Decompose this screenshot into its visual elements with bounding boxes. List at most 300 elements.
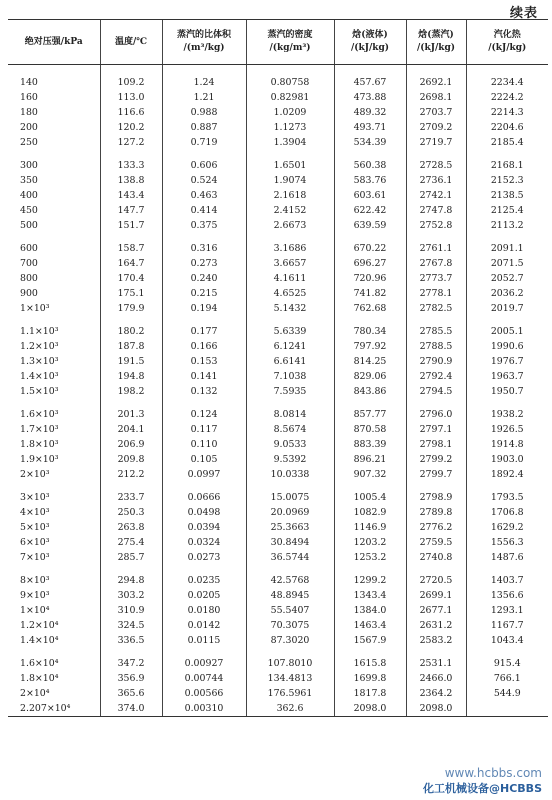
cell-enthalpy-liquid: 907.32	[334, 467, 406, 482]
cell-temperature: 187.8	[100, 339, 162, 354]
cell-enthalpy-liquid: 883.39	[334, 437, 406, 452]
cell-temperature: 175.1	[100, 286, 162, 301]
cell-latent-heat: 1903.0	[466, 452, 548, 467]
header-line: 绝对压强/kPa	[24, 36, 83, 47]
cell-pressure: 250	[20, 137, 38, 148]
cell-specific-volume: 0.0205	[162, 588, 246, 603]
cell-pressure: 1×10³	[20, 303, 50, 314]
cell-temperature: 303.2	[100, 588, 162, 603]
cell-density: 362.6	[246, 701, 334, 717]
cell-specific-volume: 0.414	[162, 203, 246, 218]
cell-enthalpy-vapor: 2789.8	[406, 505, 466, 520]
table-row	[8, 588, 548, 603]
cell-temperature: 204.1	[100, 422, 162, 437]
cell-enthalpy-liquid: 1343.4	[334, 588, 406, 603]
cell-enthalpy-vapor: 2792.4	[406, 369, 466, 384]
cell-specific-volume: 0.00310	[162, 701, 246, 717]
table-row	[8, 550, 548, 565]
cell-enthalpy-liquid: 741.82	[334, 286, 406, 301]
cell-enthalpy-liquid: 1463.4	[334, 618, 406, 633]
cell-pressure: 6×10³	[20, 537, 50, 548]
cell-enthalpy-vapor: 2698.1	[406, 90, 466, 105]
cell-temperature: 233.7	[100, 482, 162, 505]
cell-specific-volume: 0.0180	[162, 603, 246, 618]
header-enthalpy-liquid	[334, 20, 406, 65]
cell-temperature: 212.2	[100, 467, 162, 482]
cell-temperature: 263.8	[100, 520, 162, 535]
header-line: 温度/℃	[114, 36, 148, 47]
header-temperature	[100, 20, 162, 65]
cell-enthalpy-vapor: 2759.5	[406, 535, 466, 550]
cell-density: 20.0969	[246, 505, 334, 520]
cell-latent-heat: 915.4	[466, 648, 548, 671]
cell-density: 5.1432	[246, 301, 334, 316]
cell-enthalpy-vapor: 2364.2	[406, 686, 466, 701]
cell-specific-volume: 0.240	[162, 271, 246, 286]
cell-density: 1.9074	[246, 173, 334, 188]
cell-pressure: 140	[20, 77, 38, 88]
cell-specific-volume: 0.194	[162, 301, 246, 316]
cell-latent-heat: 2071.5	[466, 256, 548, 271]
cell-density: 55.5407	[246, 603, 334, 618]
cell-enthalpy-liquid: 1615.8	[334, 648, 406, 671]
cell-pressure: 1.6×10³	[20, 409, 59, 420]
cell-pressure: 200	[20, 122, 38, 133]
cell-density: 1.3904	[246, 135, 334, 150]
cell-temperature: 133.3	[100, 150, 162, 173]
cell-pressure: 1.6×10⁴	[20, 658, 59, 669]
cell-temperature: 109.2	[100, 65, 162, 91]
cell-enthalpy-vapor: 2098.0	[406, 701, 466, 717]
cell-enthalpy-vapor: 2798.1	[406, 437, 466, 452]
cell-specific-volume: 0.0324	[162, 535, 246, 550]
cell-temperature: 285.7	[100, 550, 162, 565]
cell-latent-heat: 1938.2	[466, 399, 548, 422]
table-row	[8, 188, 548, 203]
cell-enthalpy-liquid: 622.42	[334, 203, 406, 218]
cell-pressure: 400	[20, 190, 38, 201]
table-row	[8, 105, 548, 120]
cell-enthalpy-liquid: 670.22	[334, 233, 406, 256]
cell-latent-heat: 2234.4	[466, 65, 548, 91]
table-row	[8, 203, 548, 218]
cell-enthalpy-vapor: 2703.7	[406, 105, 466, 120]
watermark	[423, 766, 542, 796]
cell-density: 1.6501	[246, 150, 334, 173]
cell-enthalpy-vapor: 2796.0	[406, 399, 466, 422]
cell-density: 9.5392	[246, 452, 334, 467]
cell-density: 36.5744	[246, 550, 334, 565]
table-row	[8, 633, 548, 648]
cell-latent-heat: 1990.6	[466, 339, 548, 354]
cell-enthalpy-liquid: 457.67	[334, 65, 406, 91]
cell-density: 25.3663	[246, 520, 334, 535]
cell-density: 0.82981	[246, 90, 334, 105]
cell-specific-volume: 0.0666	[162, 482, 246, 505]
cell-enthalpy-liquid: 493.71	[334, 120, 406, 135]
cell-specific-volume: 0.177	[162, 316, 246, 339]
cell-enthalpy-liquid: 639.59	[334, 218, 406, 233]
table-row	[8, 422, 548, 437]
cell-pressure: 1.4×10³	[20, 371, 59, 382]
cell-enthalpy-liquid: 1817.8	[334, 686, 406, 701]
cell-temperature: 275.4	[100, 535, 162, 550]
table-row	[8, 256, 548, 271]
cell-enthalpy-liquid: 896.21	[334, 452, 406, 467]
table-row	[8, 384, 548, 399]
cell-pressure: 5×10³	[20, 522, 50, 533]
cell-density: 9.0533	[246, 437, 334, 452]
cell-density: 30.8494	[246, 535, 334, 550]
cell-enthalpy-vapor: 2767.8	[406, 256, 466, 271]
header-line: /(kJ/kg)	[488, 43, 527, 53]
cell-enthalpy-liquid: 583.76	[334, 173, 406, 188]
table-row	[8, 505, 548, 520]
cell-latent-heat: 2019.7	[466, 301, 548, 316]
cell-temperature: 120.2	[100, 120, 162, 135]
cell-specific-volume: 0.719	[162, 135, 246, 150]
table-row	[8, 618, 548, 633]
cell-latent-heat: 2125.4	[466, 203, 548, 218]
cell-specific-volume: 0.0498	[162, 505, 246, 520]
cell-latent-heat: 1706.8	[466, 505, 548, 520]
cell-specific-volume: 0.166	[162, 339, 246, 354]
cell-latent-heat: 2036.2	[466, 286, 548, 301]
cell-enthalpy-liquid: 780.34	[334, 316, 406, 339]
cell-latent-heat: 1793.5	[466, 482, 548, 505]
cell-density: 134.4813	[246, 671, 334, 686]
cell-specific-volume: 0.606	[162, 150, 246, 173]
cell-pressure: 1.1×10³	[20, 326, 59, 337]
cell-temperature: 164.7	[100, 256, 162, 271]
table-row	[8, 339, 548, 354]
table-row	[8, 520, 548, 535]
cell-pressure: 1.3×10³	[20, 356, 59, 367]
cell-pressure: 3×10³	[20, 492, 50, 503]
header-line: 蒸汽的比体积	[176, 30, 231, 40]
cell-specific-volume: 0.988	[162, 105, 246, 120]
table-row	[8, 218, 548, 233]
cell-density: 8.5674	[246, 422, 334, 437]
header-line: /(kJ/kg)	[416, 43, 456, 53]
cell-enthalpy-vapor: 2728.5	[406, 150, 466, 173]
table-row	[8, 316, 548, 339]
cell-enthalpy-vapor: 2788.5	[406, 339, 466, 354]
cell-density: 2.1618	[246, 188, 334, 203]
cell-latent-heat: 766.1	[466, 671, 548, 686]
cell-specific-volume: 0.316	[162, 233, 246, 256]
cell-enthalpy-liquid: 829.06	[334, 369, 406, 384]
cell-enthalpy-vapor: 2740.8	[406, 550, 466, 565]
cell-enthalpy-vapor: 2692.1	[406, 65, 466, 91]
cell-specific-volume: 0.00744	[162, 671, 246, 686]
cell-enthalpy-vapor: 2782.5	[406, 301, 466, 316]
cell-temperature: 356.9	[100, 671, 162, 686]
cell-density: 7.5935	[246, 384, 334, 399]
cell-latent-heat: 1976.7	[466, 354, 548, 369]
cell-enthalpy-vapor: 2799.7	[406, 467, 466, 482]
cell-specific-volume: 0.00566	[162, 686, 246, 701]
cell-temperature: 201.3	[100, 399, 162, 422]
cell-temperature: 116.6	[100, 105, 162, 120]
header-line: /(m³/kg)	[183, 43, 225, 53]
cell-pressure: 1.5×10³	[20, 386, 59, 397]
watermark-url: www.hcbbs.com	[444, 766, 542, 780]
cell-latent-heat: 2204.6	[466, 120, 548, 135]
header-line: 焓(蒸汽)	[418, 30, 454, 40]
cell-latent-heat: 1926.5	[466, 422, 548, 437]
cell-specific-volume: 0.0142	[162, 618, 246, 633]
cell-latent-heat: 1950.7	[466, 384, 548, 399]
table-row	[8, 90, 548, 105]
table-row	[8, 603, 548, 618]
cell-latent-heat: 1293.1	[466, 603, 548, 618]
table-row	[8, 482, 548, 505]
cell-pressure: 900	[20, 288, 38, 299]
cell-temperature: 151.7	[100, 218, 162, 233]
table-row	[8, 701, 548, 717]
cell-temperature: 170.4	[100, 271, 162, 286]
cell-temperature: 347.2	[100, 648, 162, 671]
page-label: 续表	[509, 6, 538, 21]
cell-temperature: 179.9	[100, 301, 162, 316]
cell-pressure: 180	[20, 107, 38, 118]
table-row	[8, 150, 548, 173]
cell-density: 107.8010	[246, 648, 334, 671]
header-pressure	[8, 20, 100, 65]
header-line: /(kJ/kg)	[350, 43, 390, 53]
cell-enthalpy-vapor: 2719.7	[406, 135, 466, 150]
cell-pressure: 450	[20, 205, 38, 216]
cell-temperature: 365.6	[100, 686, 162, 701]
cell-temperature: 194.8	[100, 369, 162, 384]
cell-latent-heat: 544.9	[466, 686, 548, 701]
cell-enthalpy-liquid: 1699.8	[334, 671, 406, 686]
table-row	[8, 565, 548, 588]
cell-density: 4.6525	[246, 286, 334, 301]
cell-pressure: 500	[20, 220, 38, 231]
cell-enthalpy-vapor: 2773.7	[406, 271, 466, 286]
header-line: 汽化热	[493, 30, 521, 40]
saturated-steam-table	[8, 19, 548, 717]
cell-latent-heat: 2224.2	[466, 90, 548, 105]
cell-latent-heat: 2091.1	[466, 233, 548, 256]
cell-specific-volume: 0.0273	[162, 550, 246, 565]
table-row	[8, 65, 548, 91]
cell-density: 70.3075	[246, 618, 334, 633]
cell-pressure: 1×10⁴	[20, 605, 50, 616]
cell-temperature: 138.8	[100, 173, 162, 188]
cell-density: 5.6339	[246, 316, 334, 339]
cell-specific-volume: 0.132	[162, 384, 246, 399]
cell-latent-heat	[466, 701, 548, 717]
cell-pressure: 1.8×10³	[20, 439, 59, 450]
cell-enthalpy-vapor: 2752.8	[406, 218, 466, 233]
cell-density: 48.8945	[246, 588, 334, 603]
cell-specific-volume: 0.524	[162, 173, 246, 188]
cell-specific-volume: 0.117	[162, 422, 246, 437]
cell-density: 4.1611	[246, 271, 334, 286]
cell-pressure: 800	[20, 273, 38, 284]
cell-pressure: 1.2×10⁴	[20, 620, 59, 631]
table-row	[8, 286, 548, 301]
cell-temperature: 127.2	[100, 135, 162, 150]
cell-latent-heat: 2052.7	[466, 271, 548, 286]
cell-enthalpy-liquid: 1203.2	[334, 535, 406, 550]
cell-enthalpy-liquid: 2098.0	[334, 701, 406, 717]
cell-enthalpy-vapor: 2747.8	[406, 203, 466, 218]
cell-temperature: 374.0	[100, 701, 162, 717]
cell-density: 15.0075	[246, 482, 334, 505]
cell-pressure: 9×10³	[20, 590, 50, 601]
cell-enthalpy-liquid: 560.38	[334, 150, 406, 173]
table-row	[8, 173, 548, 188]
cell-temperature: 180.2	[100, 316, 162, 339]
cell-enthalpy-vapor: 2776.2	[406, 520, 466, 535]
cell-enthalpy-liquid: 603.61	[334, 188, 406, 203]
cell-specific-volume: 0.105	[162, 452, 246, 467]
table-row	[8, 535, 548, 550]
cell-enthalpy-liquid: 1299.2	[334, 565, 406, 588]
table-body	[8, 65, 548, 717]
header-density	[246, 20, 334, 65]
cell-enthalpy-liquid: 857.77	[334, 399, 406, 422]
cell-pressure: 1.2×10³	[20, 341, 59, 352]
cell-enthalpy-liquid: 762.68	[334, 301, 406, 316]
table-header-row	[8, 20, 548, 65]
header-line: 蒸汽的密度	[267, 30, 313, 40]
cell-specific-volume: 0.0394	[162, 520, 246, 535]
cell-specific-volume: 0.0997	[162, 467, 246, 482]
cell-latent-heat: 1629.2	[466, 520, 548, 535]
cell-specific-volume: 0.141	[162, 369, 246, 384]
cell-enthalpy-vapor: 2631.2	[406, 618, 466, 633]
cell-pressure: 600	[20, 243, 38, 254]
cell-pressure: 1.8×10⁴	[20, 673, 59, 684]
cell-enthalpy-liquid: 814.25	[334, 354, 406, 369]
cell-pressure: 2.207×10⁴	[8, 701, 100, 717]
cell-pressure: 2×10⁴	[20, 688, 50, 699]
cell-enthalpy-liquid: 1146.9	[334, 520, 406, 535]
table-row	[8, 354, 548, 369]
cell-enthalpy-vapor: 2799.2	[406, 452, 466, 467]
header-line: /(kg/m³)	[269, 43, 311, 53]
cell-specific-volume: 0.273	[162, 256, 246, 271]
header-latent-heat	[466, 20, 548, 65]
cell-temperature: 191.5	[100, 354, 162, 369]
cell-density: 87.3020	[246, 633, 334, 648]
cell-pressure: 700	[20, 258, 38, 269]
cell-latent-heat: 1914.8	[466, 437, 548, 452]
cell-enthalpy-liquid: 843.86	[334, 384, 406, 399]
cell-pressure: 1.7×10³	[20, 424, 59, 435]
cell-enthalpy-vapor: 2699.1	[406, 588, 466, 603]
cell-specific-volume: 0.110	[162, 437, 246, 452]
cell-enthalpy-liquid: 489.32	[334, 105, 406, 120]
cell-latent-heat: 1892.4	[466, 467, 548, 482]
cell-latent-heat: 1167.7	[466, 618, 548, 633]
cell-enthalpy-liquid: 696.27	[334, 256, 406, 271]
cell-enthalpy-liquid: 534.39	[334, 135, 406, 150]
cell-enthalpy-liquid: 1567.9	[334, 633, 406, 648]
cell-specific-volume: 0.887	[162, 120, 246, 135]
cell-latent-heat: 1043.4	[466, 633, 548, 648]
cell-temperature: 310.9	[100, 603, 162, 618]
cell-specific-volume: 0.124	[162, 399, 246, 422]
cell-latent-heat: 2152.3	[466, 173, 548, 188]
table-row	[8, 452, 548, 467]
table-row	[8, 671, 548, 686]
cell-enthalpy-liquid: 1005.4	[334, 482, 406, 505]
cell-temperature: 158.7	[100, 233, 162, 256]
cell-enthalpy-vapor: 2798.9	[406, 482, 466, 505]
table-row	[8, 271, 548, 286]
cell-specific-volume: 0.0115	[162, 633, 246, 648]
header-specific-volume	[162, 20, 246, 65]
cell-density: 6.1241	[246, 339, 334, 354]
cell-enthalpy-liquid: 473.88	[334, 90, 406, 105]
table-row	[8, 467, 548, 482]
cell-density: 1.0209	[246, 105, 334, 120]
cell-enthalpy-vapor: 2677.1	[406, 603, 466, 618]
table-row	[8, 686, 548, 701]
cell-latent-heat: 1356.6	[466, 588, 548, 603]
cell-enthalpy-liquid: 720.96	[334, 271, 406, 286]
cell-specific-volume: 0.215	[162, 286, 246, 301]
cell-enthalpy-vapor: 2736.1	[406, 173, 466, 188]
cell-latent-heat: 1963.7	[466, 369, 548, 384]
cell-density: 2.6673	[246, 218, 334, 233]
cell-density: 7.1038	[246, 369, 334, 384]
cell-pressure: 1.4×10⁴	[20, 635, 59, 646]
cell-density: 176.5961	[246, 686, 334, 701]
cell-pressure: 350	[20, 175, 38, 186]
cell-latent-heat: 2005.1	[466, 316, 548, 339]
cell-temperature: 198.2	[100, 384, 162, 399]
cell-temperature: 113.0	[100, 90, 162, 105]
cell-density: 1.1273	[246, 120, 334, 135]
cell-specific-volume: 1.24	[162, 65, 246, 91]
cell-latent-heat: 2185.4	[466, 135, 548, 150]
cell-enthalpy-vapor: 2761.1	[406, 233, 466, 256]
watermark-source: 化工机械设备@HCBBS	[423, 782, 542, 795]
cell-temperature: 250.3	[100, 505, 162, 520]
cell-latent-heat: 1556.3	[466, 535, 548, 550]
table-row	[8, 437, 548, 452]
cell-specific-volume: 0.00927	[162, 648, 246, 671]
cell-density: 10.0338	[246, 467, 334, 482]
table-row	[8, 120, 548, 135]
cell-enthalpy-vapor: 2794.5	[406, 384, 466, 399]
table-row	[8, 369, 548, 384]
cell-density: 42.5768	[246, 565, 334, 588]
header-enthalpy-vapor	[406, 20, 466, 65]
cell-temperature: 147.7	[100, 203, 162, 218]
cell-enthalpy-vapor: 2583.2	[406, 633, 466, 648]
table-row	[8, 233, 548, 256]
cell-density: 2.4152	[246, 203, 334, 218]
table-row	[8, 648, 548, 671]
cell-enthalpy-liquid: 1253.2	[334, 550, 406, 565]
cell-enthalpy-liquid: 1082.9	[334, 505, 406, 520]
cell-temperature: 143.4	[100, 188, 162, 203]
cell-pressure: 160	[20, 92, 38, 103]
cell-enthalpy-vapor: 2531.1	[406, 648, 466, 671]
cell-enthalpy-vapor: 2720.5	[406, 565, 466, 588]
cell-latent-heat: 1487.6	[466, 550, 548, 565]
cell-specific-volume: 0.375	[162, 218, 246, 233]
table-row	[8, 301, 548, 316]
